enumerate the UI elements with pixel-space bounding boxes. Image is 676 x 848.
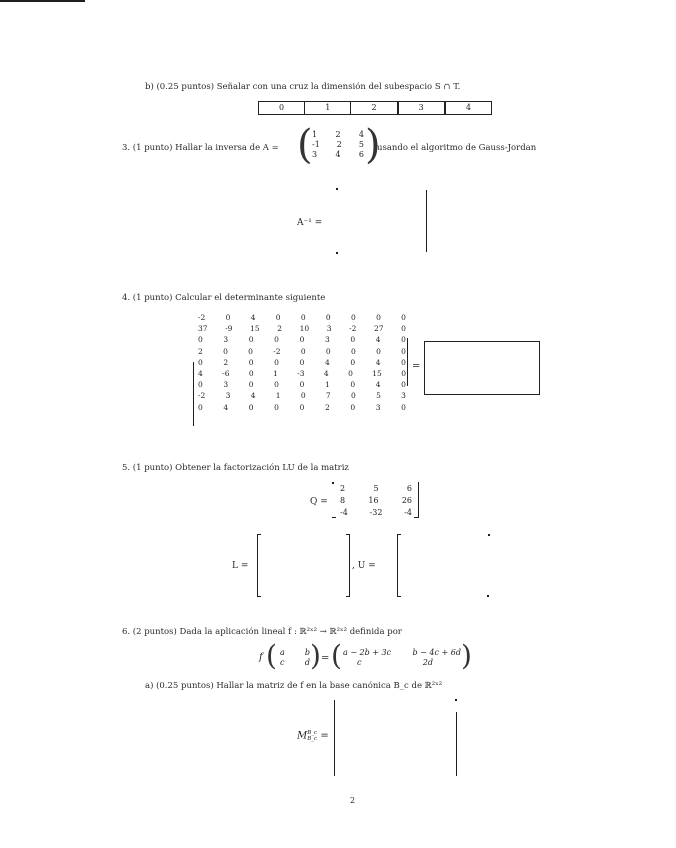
q2b-option-4[interactable]: 4	[465, 103, 471, 112]
q4-det-bar-left	[193, 362, 194, 426]
q5-L-bracket-right-bottom	[346, 596, 350, 597]
q4-row: 0 3 0 0 0 1 0 4 0	[198, 380, 406, 390]
q6-text: 6. (2 puntos) Dada la aplicación lineal f : ℝ²ˣ² → ℝ²ˣ² definida por	[122, 627, 402, 637]
q5-U-bracket-left-top	[397, 534, 401, 535]
q5-L-label: L =	[232, 561, 249, 571]
q4-matrix	[198, 312, 406, 413]
q5-bracket-left-bottom	[332, 517, 336, 518]
q6-answer-bracket-right	[456, 712, 457, 776]
q5-text: 5. (1 punto) Obtener la factorización LU de la matriz	[122, 463, 349, 473]
q4-row: 4 -6 0 1 -3 4 0 15 0	[198, 369, 406, 379]
q3-answer-bracket-left-tick-top	[336, 188, 338, 190]
q6-in-right-paren: )	[310, 639, 321, 672]
q5-Q-label: Q =	[310, 497, 328, 507]
q3-answer-bracket-left-tick-bottom	[336, 252, 338, 254]
scan-edge-mark	[0, 0, 85, 2]
q6-out-right-paren: )	[461, 639, 472, 672]
page-number: 2	[350, 796, 356, 805]
q5-U-label: , U =	[352, 561, 376, 571]
q6-in-left-paren: (	[266, 639, 277, 672]
q5-U-bracket-left-bottom	[397, 596, 401, 597]
q5-bracket-right	[418, 482, 419, 518]
q3-left-paren: (	[297, 122, 313, 168]
q4-row: 0 3 0 0 0 3 0 4 0	[198, 335, 406, 345]
q2b-option-0[interactable]: 0	[259, 102, 305, 114]
q3-answer-bracket-right[interactable]	[426, 190, 427, 252]
q5-L-bracket-left[interactable]	[257, 534, 258, 596]
q4-row: 0 4 0 0 0 2 0 3 0	[198, 402, 406, 412]
q4-row: 0 2 0 0 0 4 0 4 0	[198, 357, 406, 367]
q3-inverse-label: A⁻¹ =	[297, 218, 323, 228]
q4-row: 37 -9 15 2 10 3 -2 27 0	[198, 324, 406, 334]
q6a-text: a) (0.25 puntos) Hallar la matriz de f en la base canónica B_c de ℝ²ˣ²	[145, 681, 443, 691]
q3-right-paren: )	[365, 122, 381, 168]
q6-answer-bracket-left[interactable]	[334, 700, 335, 776]
q5-U-bracket-right-top	[488, 534, 490, 536]
q4-row: -2 0 4 0 0 0 0 0 0	[198, 313, 406, 322]
q5-L-bracket-left-bottom	[257, 596, 261, 597]
q3-text-after: usando el algoritmo de Gauss-Jordan	[377, 143, 537, 153]
q6-equals: =	[321, 653, 330, 664]
q4-text: 4. (1 punto) Calcular el determinante siguiente	[122, 293, 326, 303]
q6-f-label: f	[259, 652, 263, 663]
q2b-option-3[interactable]: 3	[399, 102, 446, 114]
q2b-option-2[interactable]: 2	[351, 102, 398, 114]
q6-answer-bracket-right-top	[455, 699, 457, 701]
q2b-text: b) (0.25 puntos) Señalar con una cruz la dimensión del subespacio S ∩ T.	[145, 82, 461, 92]
q5-L-bracket-left-top	[257, 534, 261, 535]
q4-equals: =	[412, 361, 421, 372]
q4-row: -2 3 4 1 0 7 0 5 3	[198, 391, 406, 401]
q5-bracket-left-top	[332, 482, 334, 484]
q2b-option-1[interactable]: 1	[305, 102, 351, 114]
q4-det-bar-right	[407, 338, 408, 386]
q6-matrix-in: a b c d	[280, 648, 310, 667]
q5-L-bracket-right-top	[346, 534, 350, 535]
q3-text: 3. (1 punto) Hallar la inversa de A =	[122, 143, 279, 153]
q2b-options-box	[258, 101, 492, 115]
q6-matrix-label: M B_c B_c =	[297, 730, 329, 742]
q5-U-bracket-right-bottom	[487, 595, 489, 597]
q5-bracket-right-foot	[414, 517, 419, 518]
q5-U-bracket-left[interactable]	[397, 534, 398, 596]
q5-matrix-Q: 2 5 6 8 16 26 -4 -32 -4	[340, 484, 412, 517]
q3-matrix-A: 1 2 4 -1 2 5 3 4 6	[312, 130, 364, 159]
q4-answer-box[interactable]	[424, 341, 540, 395]
q4-row: 2 0 0 -2 0 0 0 0 0	[198, 346, 406, 356]
q6-out-left-paren: (	[331, 639, 342, 672]
q5-L-bracket-right	[349, 534, 350, 596]
q6-matrix-out: a − 2b + 3c b − 4c + 6d c 2d	[343, 648, 461, 667]
